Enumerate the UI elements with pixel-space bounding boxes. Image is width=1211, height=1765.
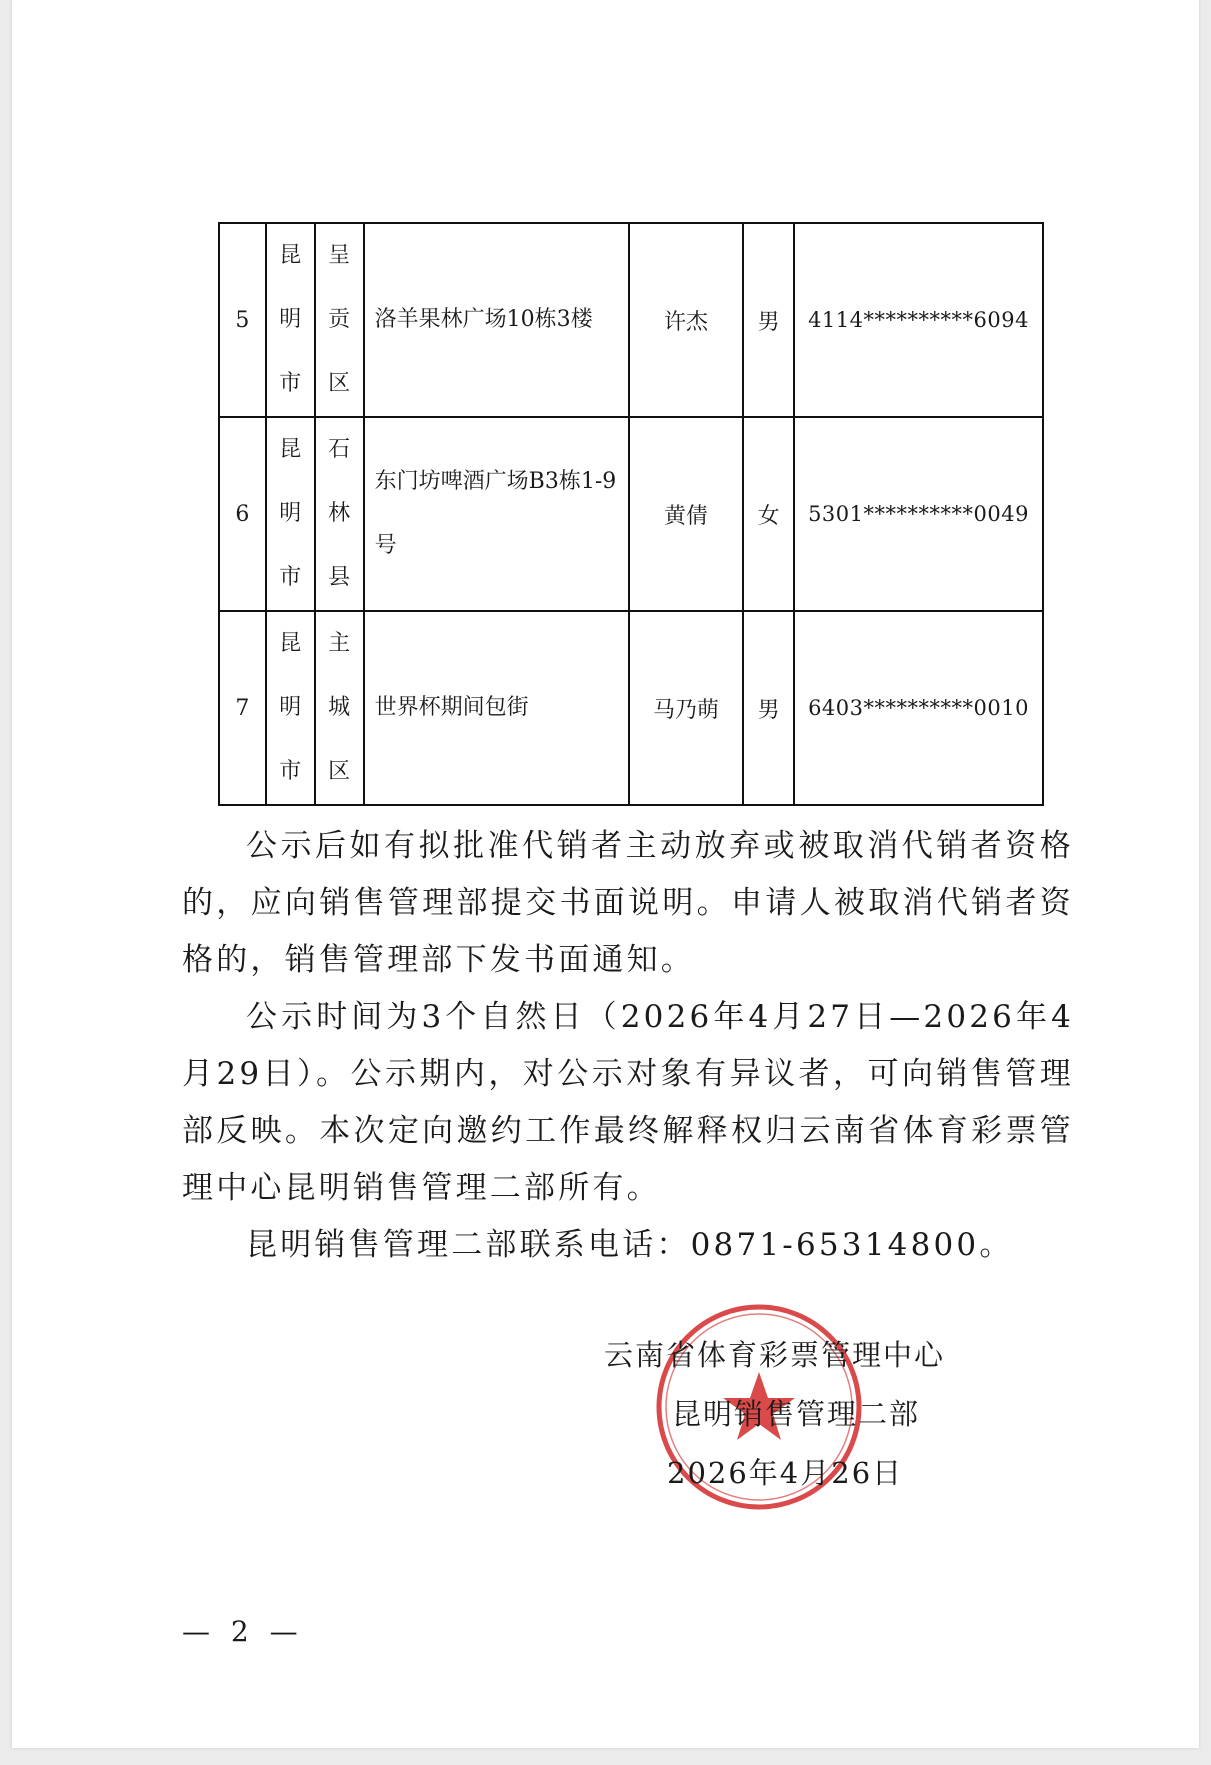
district-cell	[315, 611, 364, 805]
address-cell: 东门坊啤酒广场B3栋1-9号	[364, 417, 629, 611]
address-cell: 洛羊果林广场10栋3楼	[364, 223, 629, 417]
city-char: 市	[279, 759, 302, 784]
sex-cell: 男	[743, 223, 794, 417]
row-index: 6	[219, 417, 266, 611]
signature-date: 2026年4月26日	[667, 1456, 904, 1490]
city-char: 明	[279, 307, 302, 332]
city-cell	[266, 223, 315, 417]
city-char: 市	[279, 565, 302, 590]
city-char: 明	[279, 695, 302, 720]
document-page	[12, 0, 1199, 1748]
name-cell: 黄倩	[629, 417, 743, 611]
signature-department: 昆明销售管理二部	[672, 1397, 921, 1431]
city-char: 昆	[279, 437, 302, 462]
page-number: — 2 —	[182, 1615, 304, 1648]
city-cell	[266, 417, 315, 611]
id-cell: 5301**********0049	[794, 417, 1043, 611]
district-char: 主	[328, 631, 351, 656]
city-char: 明	[279, 501, 302, 526]
sex-cell: 女	[743, 417, 794, 611]
district-char: 区	[328, 371, 351, 396]
address-cell: 世界杯期间包街	[364, 611, 629, 805]
paragraph-publicity-period: 公示时间为3个自然日（2026年4月27日—2026年4月29日）。公示期内，对公示对象有异议者，可向销售管理部反映。本次定向邀约工作最终解释权归云南省体育彩票管理中心昆明销售管理二部所有。	[182, 999, 1074, 1206]
row-index: 5	[219, 223, 266, 417]
district-cell	[315, 223, 364, 417]
table-row	[219, 417, 1043, 611]
district-char: 区	[328, 759, 351, 784]
paragraph-contact-phone: 昆明销售管理二部联系电话：0871-65314800。	[246, 1227, 1014, 1263]
paragraph-disqualification: 公示后如有拟批准代销者主动放弃或被取消代销者资格的，应向销售管理部提交书面说明。申请人被取消代销者资格的，销售管理部下发书面通知。	[182, 828, 1074, 978]
id-cell: 4114**********6094	[794, 223, 1043, 417]
district-char: 贡	[328, 307, 351, 332]
signature-organization: 云南省体育彩票管理中心	[604, 1338, 946, 1372]
district-char: 石	[328, 437, 351, 462]
district-char: 县	[328, 565, 351, 590]
name-cell: 许杰	[629, 223, 743, 417]
city-cell	[266, 611, 315, 805]
city-char: 市	[279, 371, 302, 396]
table-row	[219, 223, 1043, 417]
district-char: 城	[328, 695, 351, 720]
district-char: 呈	[328, 243, 351, 268]
row-index: 7	[219, 611, 266, 805]
city-char: 昆	[279, 631, 302, 656]
table-row	[219, 611, 1043, 805]
city-char: 昆	[279, 243, 302, 268]
sex-cell: 男	[743, 611, 794, 805]
applicant-table	[218, 222, 1044, 806]
id-cell: 6403**********0010	[794, 611, 1043, 805]
district-cell	[315, 417, 364, 611]
name-cell: 马乃萌	[629, 611, 743, 805]
district-char: 林	[328, 501, 351, 526]
